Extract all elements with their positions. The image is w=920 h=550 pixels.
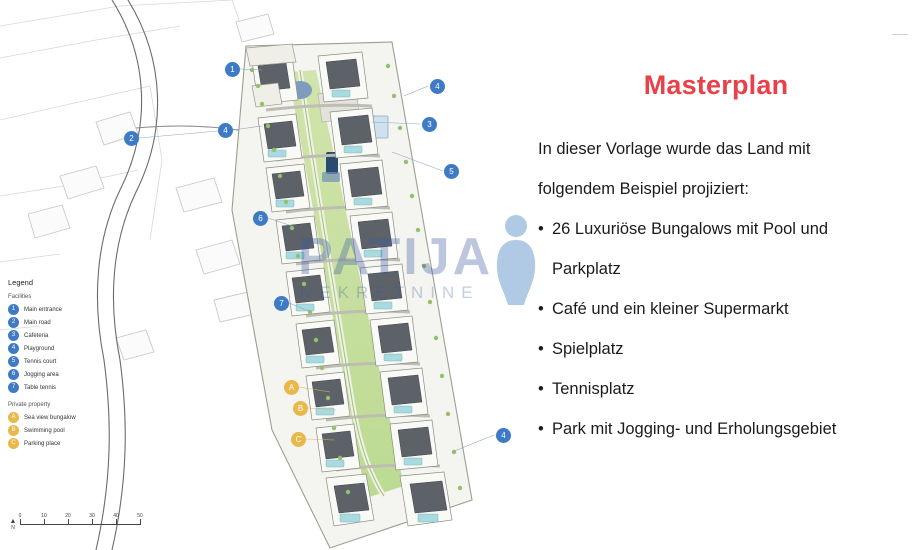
plan-marker[interactable]: 4 (218, 123, 233, 138)
scale-number: 40 (113, 513, 119, 519)
legend-item-label: Playground (24, 345, 55, 352)
legend-marker-icon: 3 (8, 330, 19, 341)
plan-marker[interactable]: 6 (253, 211, 268, 226)
legend-item (8, 316, 126, 329)
legend-item-label: Main road (24, 319, 51, 326)
decorative-rule (892, 34, 908, 35)
legend-marker-icon: 2 (8, 317, 19, 328)
scale-line (20, 524, 140, 525)
plan-marker[interactable]: B (293, 401, 308, 416)
scale-tick (68, 519, 69, 525)
scale-number: 50 (137, 513, 143, 519)
legend-item (8, 411, 126, 424)
legend-private-heading: Private property (8, 402, 51, 408)
text-panel (516, 0, 920, 550)
scale-bar (8, 513, 148, 531)
legend-item (8, 368, 126, 381)
north-indicator (8, 518, 18, 531)
legend-item-label: Tennis court (24, 358, 57, 365)
legend (8, 278, 126, 450)
legend-marker-icon: C (8, 438, 19, 449)
plan-marker[interactable]: A (284, 380, 299, 395)
list-item: • Spielplatz (538, 329, 894, 369)
legend-marker-icon: A (8, 412, 19, 423)
legend-title: Legend (8, 278, 34, 287)
north-arrow-icon: ▲ (9, 518, 17, 525)
plan-marker[interactable]: 4 (496, 428, 511, 443)
legend-item (8, 329, 126, 342)
plan-marker[interactable]: 3 (422, 117, 437, 132)
scale-tick (140, 519, 141, 525)
legend-item-label: Swimming pool (24, 427, 65, 434)
legend-marker-icon: B (8, 425, 19, 436)
legend-marker-icon: 7 (8, 382, 19, 393)
scale-number: 0 (18, 513, 22, 519)
scale-number: 20 (65, 513, 71, 519)
plan-marker[interactable]: 5 (444, 164, 459, 179)
legend-item (8, 424, 126, 437)
plan-marker[interactable]: C (291, 432, 306, 447)
legend-item (8, 381, 126, 394)
plan-marker[interactable]: 2 (124, 131, 139, 146)
legend-marker-icon: 4 (8, 343, 19, 354)
watermark-subtext: NEKRETNINE (300, 283, 480, 302)
page-title: Masterplan (643, 70, 789, 100)
legend-item-label: Jogging area (24, 371, 59, 378)
list-item: • Café und ein kleiner Supermarkt (538, 289, 894, 329)
plan-marker[interactable]: 1 (225, 62, 240, 77)
scale-ticks (18, 513, 143, 528)
legend-item (8, 437, 126, 450)
panel-body (538, 129, 894, 449)
plan-marker[interactable]: 4 (430, 79, 445, 94)
legend-marker-icon: 5 (8, 356, 19, 367)
intro-line-1: In dieser Vorlage wurde das Land mit (538, 140, 811, 158)
plan-marker[interactable]: 7 (274, 296, 289, 311)
legend-item-label: Sea view bungalow (24, 414, 76, 421)
intro-line-2: folgendem Beispiel projiziert: (538, 180, 749, 198)
legend-item (8, 355, 126, 368)
scale-number: 10 (41, 513, 47, 519)
scale-number: 30 (89, 513, 95, 519)
legend-marker-icon: 6 (8, 369, 19, 380)
scale-tick (44, 519, 45, 525)
watermark-text: PATIJA (298, 228, 494, 286)
legend-item-label: Table tennis (24, 384, 57, 391)
scale-tick (116, 519, 117, 525)
north-label: N (11, 525, 15, 531)
legend-item-label: Cafeteria (24, 332, 49, 339)
legend-facilities-heading: Facilities (8, 294, 32, 300)
list-item: • Tennisplatz (538, 369, 894, 409)
scale-tick (92, 519, 93, 525)
legend-item (8, 342, 126, 355)
list-item: • 26 Luxuriöse Bungalows mit Pool und Parkplatz (538, 209, 894, 289)
scale-tick (20, 519, 21, 525)
list-item: • Park mit Jogging- und Erholungsgebiet (538, 409, 894, 449)
legend-item (8, 303, 126, 316)
legend-marker-icon: 1 (8, 304, 19, 315)
legend-item-label: Main entrance (24, 306, 63, 313)
feature-list (538, 209, 894, 449)
legend-item-label: Parking place (24, 440, 61, 447)
